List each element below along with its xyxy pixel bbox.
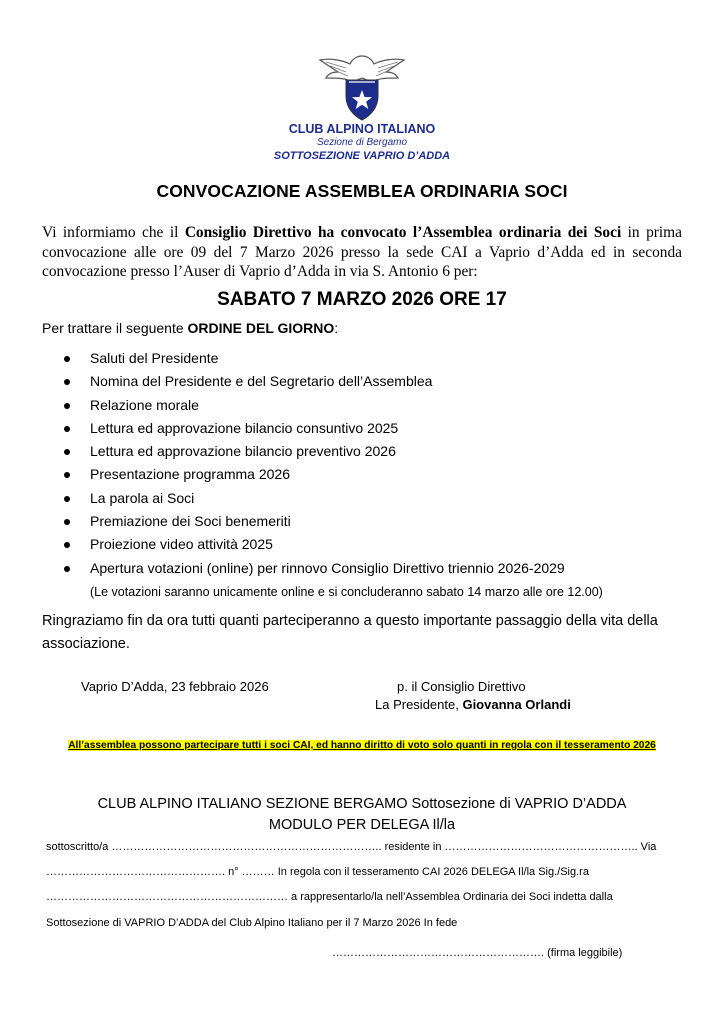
agenda-item xyxy=(64,536,565,559)
agenda-item-label: Premiazione dei Soci benemeriti xyxy=(90,513,291,530)
org-name: CLUB ALPINO ITALIANO xyxy=(288,122,436,136)
bullet-icon xyxy=(64,356,70,362)
agenda-item-label: Nomina del Presidente e del Segretario dell’Assemblea xyxy=(90,373,433,390)
agenda-item xyxy=(64,350,565,373)
agenda-item-label: Lettura ed approvazione bilancio consuntivo 2025 xyxy=(90,419,399,436)
agenda-item-label: Proiezione video attività 2025 xyxy=(90,536,273,553)
agenda-item-label: Presentazione programma 2026 xyxy=(90,466,291,483)
agenda-intro xyxy=(42,320,338,336)
agenda-item xyxy=(64,420,565,443)
meeting-date: SABATO 7 MARZO 2026 ORE 17 xyxy=(217,289,507,310)
agenda-item-label: Relazione morale xyxy=(90,396,199,413)
bullet-icon xyxy=(64,519,70,525)
bullet-icon xyxy=(64,542,70,548)
form-line[interactable]: sottoscritto/a ……………………………………………………………….. residente in …………………………………………….. Via xyxy=(46,841,657,853)
intro-paragraph xyxy=(42,223,682,282)
bullet-icon xyxy=(64,379,70,385)
agenda-item xyxy=(64,443,565,466)
bullet-icon xyxy=(64,566,70,572)
section-name: Sezione di Bergamo xyxy=(316,137,408,148)
intro-text-2: in prima convocazione alle ore 09 del 7 Marzo 2026 presso la sede CAI a Vaprio d’Adda ed in seconda convocazione presso l’Auser di Vaprio d’Adda in via S. Antonio 6 per: xyxy=(42,224,682,281)
signature-name: Giovanna Orlandi xyxy=(462,697,571,712)
agenda-item xyxy=(64,560,565,583)
agenda-item xyxy=(64,513,565,536)
form-line: Sottosezione di VAPRIO D’ADDA del Club Alpino Italiano per il 7 Marzo 2026 In fede xyxy=(46,917,458,929)
bullet-icon xyxy=(64,426,70,432)
intro-text-1: Vi informiamo che il xyxy=(42,224,185,241)
signature-line-1: p. il Consiglio Direttivo xyxy=(397,679,526,694)
cai-logo xyxy=(316,52,408,122)
place-date: Vaprio D’Adda, 23 febbraio 2026 xyxy=(81,679,269,694)
form-line[interactable]: …………………………………………. n° ……… In regola con il tesseramento CAI 2026 DELEGA Il/la Sig./Sig.ra xyxy=(46,866,589,878)
agenda-list xyxy=(64,350,565,583)
bullet-icon xyxy=(64,449,70,455)
agenda-intro-bold: ORDINE DEL GIORNO xyxy=(187,320,335,336)
agenda-item xyxy=(64,373,565,396)
bullet-icon xyxy=(64,472,70,478)
form-line[interactable]: ………………………………………………………… a rappresentarlo/la nell’Assemblea Ordinaria dei Soci indetta dalla xyxy=(46,891,613,903)
bullet-icon xyxy=(64,403,70,409)
voting-notice-text: All’assemblea possono partecipare tutti i soci CAI, ed hanno diritto di voto solo quanti in regola con il tesseramento 2026 xyxy=(68,740,656,751)
agenda-intro-suffix: : xyxy=(334,320,339,336)
agenda-item-label: Lettura ed approvazione bilancio preventivo 2026 xyxy=(90,443,396,460)
subsection-name: SOTTOSEZIONE VAPRIO D’ADDA xyxy=(273,150,451,162)
agenda-note: (Le votazioni saranno unicamente online e si concluderanno sabato 14 marzo alle ore 12.00) xyxy=(90,585,603,599)
agenda-item-label: Saluti del Presidente xyxy=(90,350,219,366)
document-title: CONVOCAZIONE ASSEMBLEA ORDINARIA SOCI xyxy=(156,181,568,201)
intro-text-bold: Consiglio Direttivo ha convocato l’Assemblea ordinaria dei Soci xyxy=(184,224,622,241)
agenda-item xyxy=(64,490,565,513)
agenda-item-label: La parola ai Soci xyxy=(90,489,195,506)
form-title: CLUB ALPINO ITALIANO SEZIONE BERGAMO Sottosezione di VAPRIO D’ADDA xyxy=(97,796,627,812)
agenda-item xyxy=(64,466,565,489)
bullet-icon xyxy=(64,496,70,502)
signature-line-2 xyxy=(375,697,571,712)
signature-prefix: La Presidente, xyxy=(375,697,463,712)
agenda-item xyxy=(64,397,565,420)
signature-field[interactable]: …………………………………………………. (firma leggibile) xyxy=(332,947,623,959)
agenda-intro-text: Per trattare il seguente xyxy=(42,320,188,336)
voting-notice xyxy=(0,740,724,751)
thanks-paragraph: Ringraziamo fin da ora tutti quanti parteciperanno a questo importante passaggio della vita della associazione. xyxy=(42,613,658,652)
form-subtitle: MODULO PER DELEGA Il/la xyxy=(268,817,456,833)
agenda-item-label: Apertura votazioni (online) per rinnovo Consiglio Direttivo triennio 2026-2029 xyxy=(90,559,565,576)
